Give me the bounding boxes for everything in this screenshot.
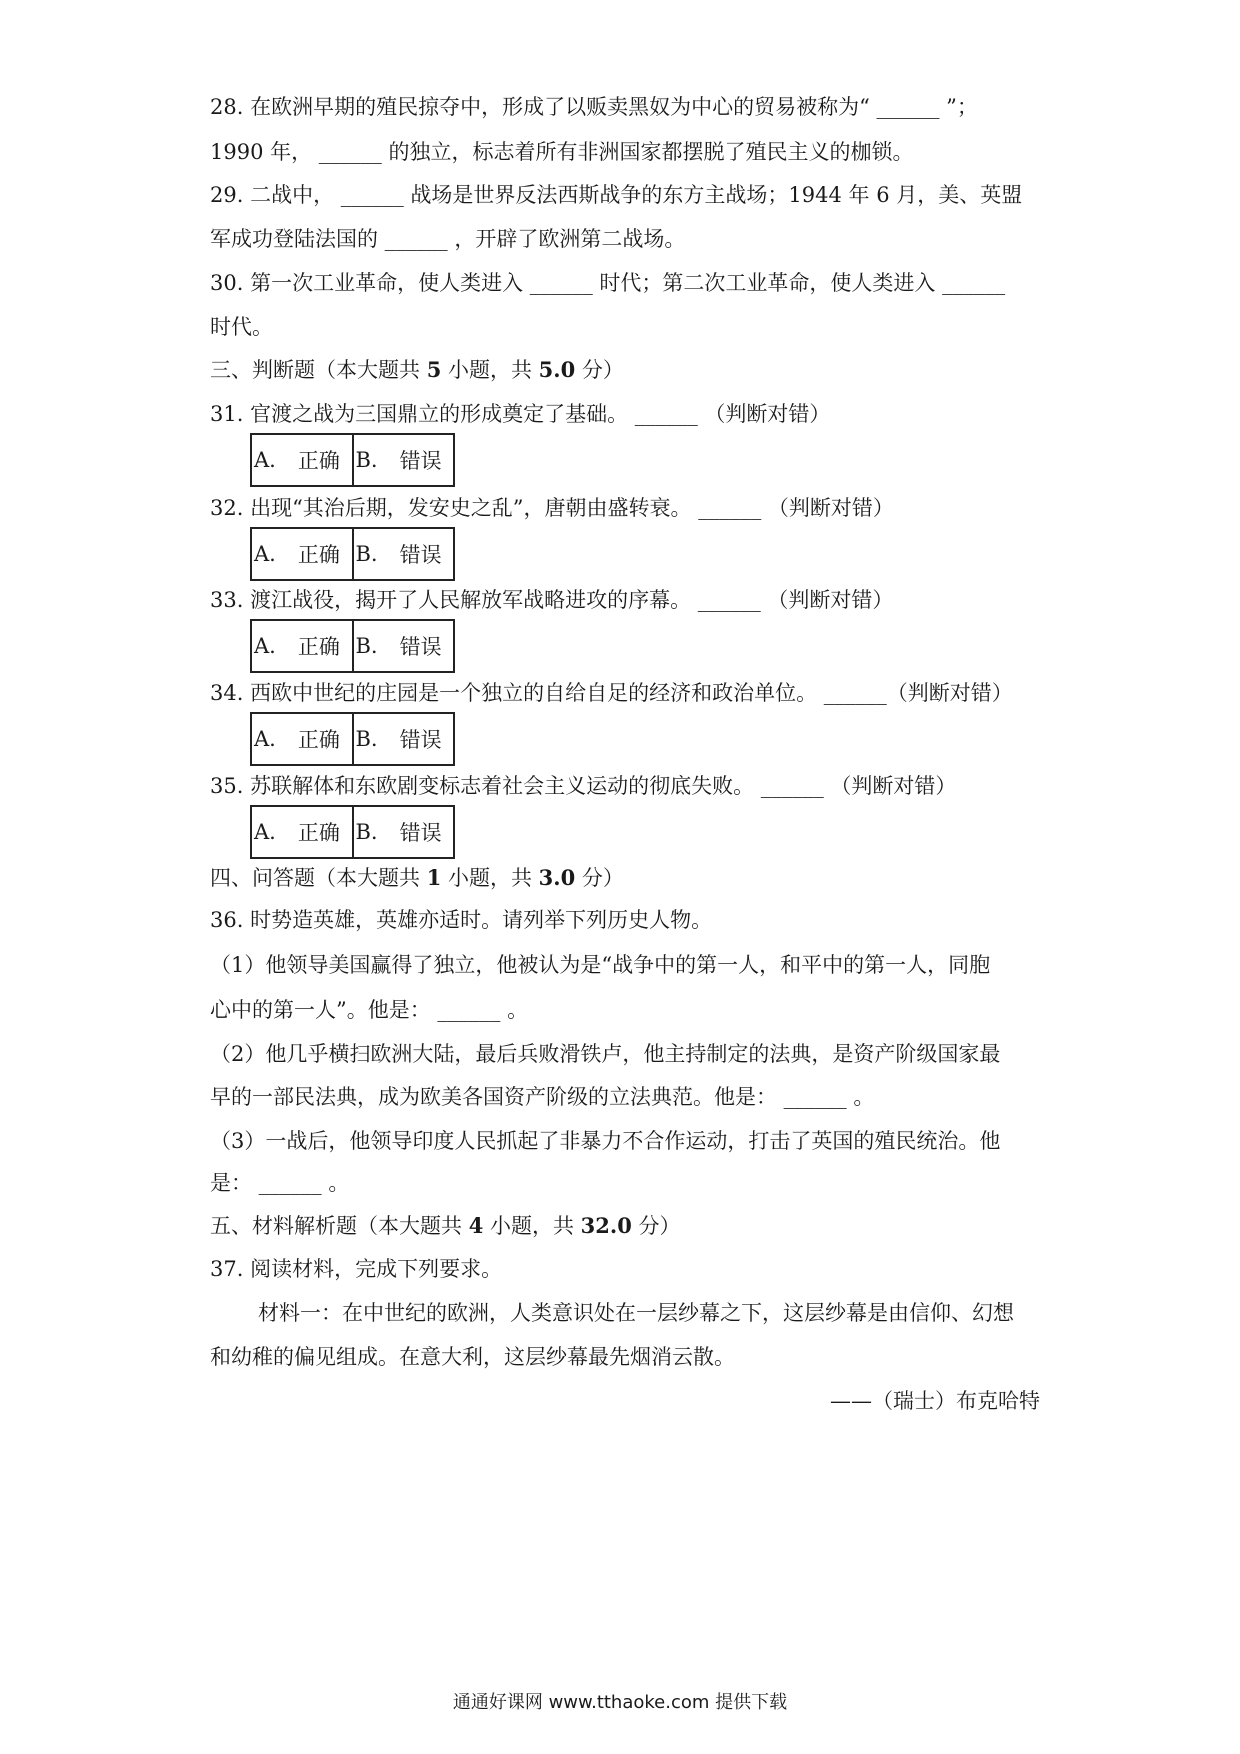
q35-text: 35. 苏联解体和东欧剧变标志着社会主义运动的彻底失败。 ______ （判断对错） (210, 774, 957, 798)
q36-stem: 36. 时势造英雄，英雄亦适时。请列举下列历史人物。 (210, 908, 713, 932)
q32-text: 32. 出现“其治后期，发安史之乱”，唐朝由盛转衰。 ______ （判断对错） (210, 496, 894, 520)
q29-line1: 29. 二战中， ______ 战场是世界反法西斯战争的东方主战场；1944 年 6 月，美、英盟 (210, 183, 1023, 207)
q30-line2: 时代。 (210, 315, 273, 339)
q33-options (250, 619, 455, 673)
q35-options (250, 805, 455, 859)
option-correct[interactable]: A. 正确 (254, 448, 340, 473)
option-wrong[interactable]: B. 错误 (352, 435, 454, 485)
q32-options (250, 527, 455, 581)
option-correct[interactable]: A. 正确 (254, 542, 340, 567)
footer-credit: 通通好课网 www.tthaoke.com 提供下载 (452, 1692, 788, 1713)
option-correct[interactable]: A. 正确 (254, 820, 340, 845)
option-wrong[interactable]: B. 错误 (352, 714, 454, 764)
q36-part1-line2: 心中的第一人”。他是： ______ 。 (210, 998, 529, 1022)
q34-options (250, 712, 455, 766)
q37-stem: 37. 阅读材料，完成下列要求。 (210, 1257, 503, 1281)
q36-part3-line1: （3）一战后，他领导印度人民抓起了非暴力不合作运动，打击了英国的殖民统治。他 (210, 1129, 1001, 1153)
section4-heading: 四、问答题（本大题共 1 小题，共 3.0 分） (210, 865, 624, 890)
section5-heading: 五、材料解析题（本大题共 4 小题，共 32.0 分） (210, 1213, 681, 1238)
q36-part1-line1: （1）他领导美国赢得了独立，他被认为是“战争中的第一人，和平中的第一人，同胞 (210, 953, 991, 977)
q36-part2-line2: 早的一部民法典，成为欧美各国资产阶级的立法典范。他是： ______ 。 (210, 1085, 875, 1109)
option-wrong[interactable]: B. 错误 (352, 621, 454, 671)
q36-part3-line2: 是： ______ 。 (210, 1171, 350, 1195)
q33-text: 33. 渡江战役，揭开了人民解放军战略进攻的序幕。 ______ （判断对错） (210, 588, 894, 612)
q29-line2: 军成功登陆法国的 ______ ，开辟了欧洲第二战场。 (210, 227, 686, 251)
q37-material-line2: 和幼稚的偏见组成。在意大利，这层纱幕最先烟消云散。 (210, 1345, 735, 1369)
option-correct[interactable]: A. 正确 (254, 727, 340, 752)
q37-material-line1: 材料一：在中世纪的欧洲，人类意识处在一层纱幕之下，这层纱幕是由信仰、幻想 (258, 1301, 1014, 1325)
q34-text: 34. 西欧中世纪的庄园是一个独立的自给自足的经济和政治单位。 ______（判断对错） (210, 681, 1013, 705)
q31-text: 31. 官渡之战为三国鼎立的形成奠定了基础。 ______ （判断对错） (210, 402, 831, 426)
q28-line1: 28. 在欧洲早期的殖民掠夺中，形成了以贩卖黑奴为中心的贸易被称为“ ______ ”； (210, 95, 978, 119)
q36-part2-line1: （2）他几乎横扫欧洲大陆，最后兵败滑铁卢，他主持制定的法典，是资产阶级国家最 (210, 1042, 1001, 1066)
q28-line2: 1990 年， ______ 的独立，标志着所有非洲国家都摆脱了殖民主义的枷锁。 (210, 140, 914, 164)
q31-options (250, 433, 455, 487)
option-wrong[interactable]: B. 错误 (352, 529, 454, 579)
q37-source: ——（瑞士）布克哈特 (830, 1389, 1040, 1413)
q30-line1: 30. 第一次工业革命，使人类进入 ______ 时代；第二次工业革命，使人类进入 ______ (210, 271, 1006, 295)
section3-heading: 三、判断题（本大题共 5 小题，共 5.0 分） (210, 357, 624, 382)
option-wrong[interactable]: B. 错误 (352, 807, 454, 857)
option-correct[interactable]: A. 正确 (254, 634, 340, 659)
